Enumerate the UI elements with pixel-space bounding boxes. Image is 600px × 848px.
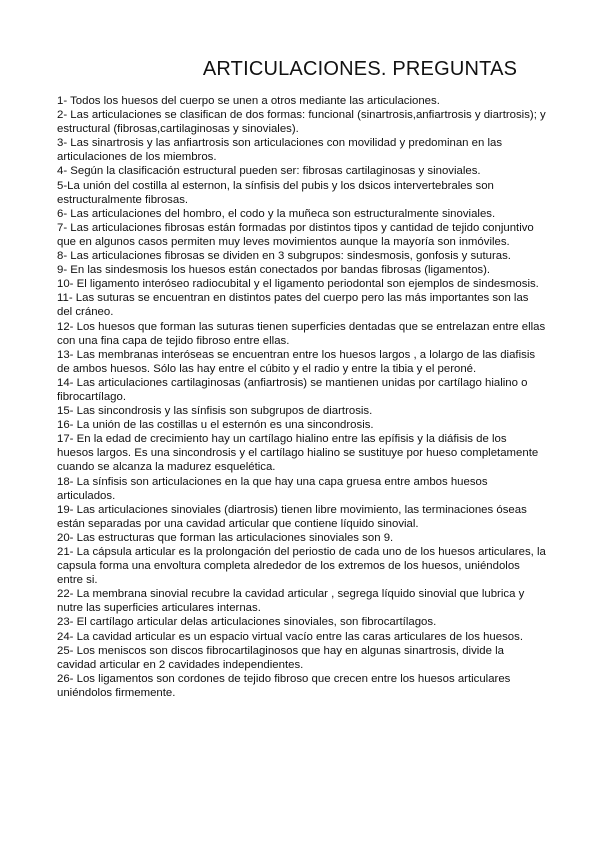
- question-item: 14- Las articulaciones cartilaginosas (anfiartrosis) se mantienen unidas por cartílago hialino o fibrocartílago.: [57, 376, 528, 403]
- page-title: ARTICULACIONES. PREGUNTAS: [202, 58, 518, 80]
- question-item: 20- Las estructuras que forman las articulaciones sinoviales son 9.: [57, 531, 394, 544]
- question-item: 10- El ligamento interóseo radiocubital y el ligamento periodontal son ejemplos de sindesmosis.: [57, 278, 539, 291]
- question-item: 21- La cápsula articular es la prolongación del periostio de cada uno de los huesos articulares, la capsula forma una envoltura completa alrededor de los extremos de los huesos, uniéndolos entre si.: [57, 546, 546, 587]
- question-item: 17- En la edad de crecimiento hay un cartílago hialino entre las epífisis y la diáfisis de los huesos largos. Es una sincondrosis y el cartílago hialino se sustituye por hueso completamente cuando se alcanza la madurez esquelética.: [57, 433, 539, 474]
- question-item: 1- Todos los huesos del cuerpo se unen a otros mediante las articulaciones.: [57, 95, 440, 107]
- questions-list: [57, 94, 546, 700]
- question-item: 3- Las sinartrosis y las anfiartrosis son articulaciones con movilidad y predominan en las articulaciones de los miembros.: [57, 137, 503, 164]
- question-item: 12- Los huesos que forman las suturas tienen superficies dentadas que se entrelazan entre ellas con una fina capa de tejido fibroso entre ellas.: [57, 320, 546, 347]
- question-item: 26- Los ligamentos son cordones de tejido fibroso que crecen entre los huesos articulares uniéndolos firmemente.: [57, 672, 511, 699]
- question-item: 19- Las articulaciones sinoviales (diartrosis) tienen libre movimiento, las terminaciones óseas están separadas por una cavidad articular que contiene líquido sinovial.: [57, 503, 527, 530]
- question-item: 11- Las suturas se encuentran en distintos pates del cuerpo pero las más importantes son las del cráneo.: [57, 292, 529, 319]
- question-item: 4- Según la clasificación estructural pueden ser: fibrosas cartilaginosas y sinoviales.: [57, 165, 481, 178]
- question-item: 6- Las articulaciones del hombro, el codo y la muñeca son estructuralmente sinoviales.: [57, 207, 496, 220]
- question-item: 8- Las articulaciones fibrosas se dividen en 3 subgrupos: sindesmosis, gonfosis y suturas.: [57, 250, 511, 263]
- question-item: 5-La unión del costilla al esternon, la sínfisis del pubis y los dsicos intervertebrales son estructuralmente fibrosas.: [57, 179, 494, 206]
- question-item: 7- Las articulaciones fibrosas están formadas por distintos tipos y cantidad de tejido conjuntivo que en algunos casos permiten muy leves movimientos aunque la mayoría son inmóviles.: [57, 221, 534, 248]
- question-item: 9- En las sindesmosis los huesos están conectados por bandas fibrosas (ligamentos).: [57, 264, 491, 277]
- question-item: 25- Los meniscos son discos fibrocartilaginosos que hay en algunas sinartrosis, divide la cavidad articular en 2 cavidades independientes.: [57, 644, 505, 671]
- question-item: 16- La unión de las costillas u el esternón es una sincondrosis.: [57, 419, 374, 432]
- question-item: 22- La membrana sinovial recubre la cavidad articular , segrega líquido sinovial que lubrica y nutre las superficies articulares internas.: [57, 588, 525, 615]
- question-item: 15- Las sincondrosis y las sínfisis son subgrupos de diartrosis.: [57, 405, 373, 418]
- question-item: 18- La sínfisis son articulaciones en la que hay una capa gruesa entre ambos huesos articulados.: [57, 475, 488, 502]
- question-item: 13- Las membranas interóseas se encuentran entre los huesos largos , a lolargo de las diafisis de ambos huesos. Sólo las hay entre el cúbito y el radio y entre la tibia y el peroné.: [57, 348, 536, 375]
- question-item: 2- Las articulaciones se clasifican de dos formas: funcional (sinartrosis,anfiartrosis y diartrosis); y estructural (fibrosas,cartilaginosas y sinoviales).: [57, 109, 546, 136]
- question-item: 23- El cartílago articular delas articulaciones sinoviales, son fibrocartílagos.: [57, 616, 437, 629]
- question-item: 24- La cavidad articular es un espacio virtual vacío entre las caras articulares de los huesos.: [57, 630, 523, 643]
